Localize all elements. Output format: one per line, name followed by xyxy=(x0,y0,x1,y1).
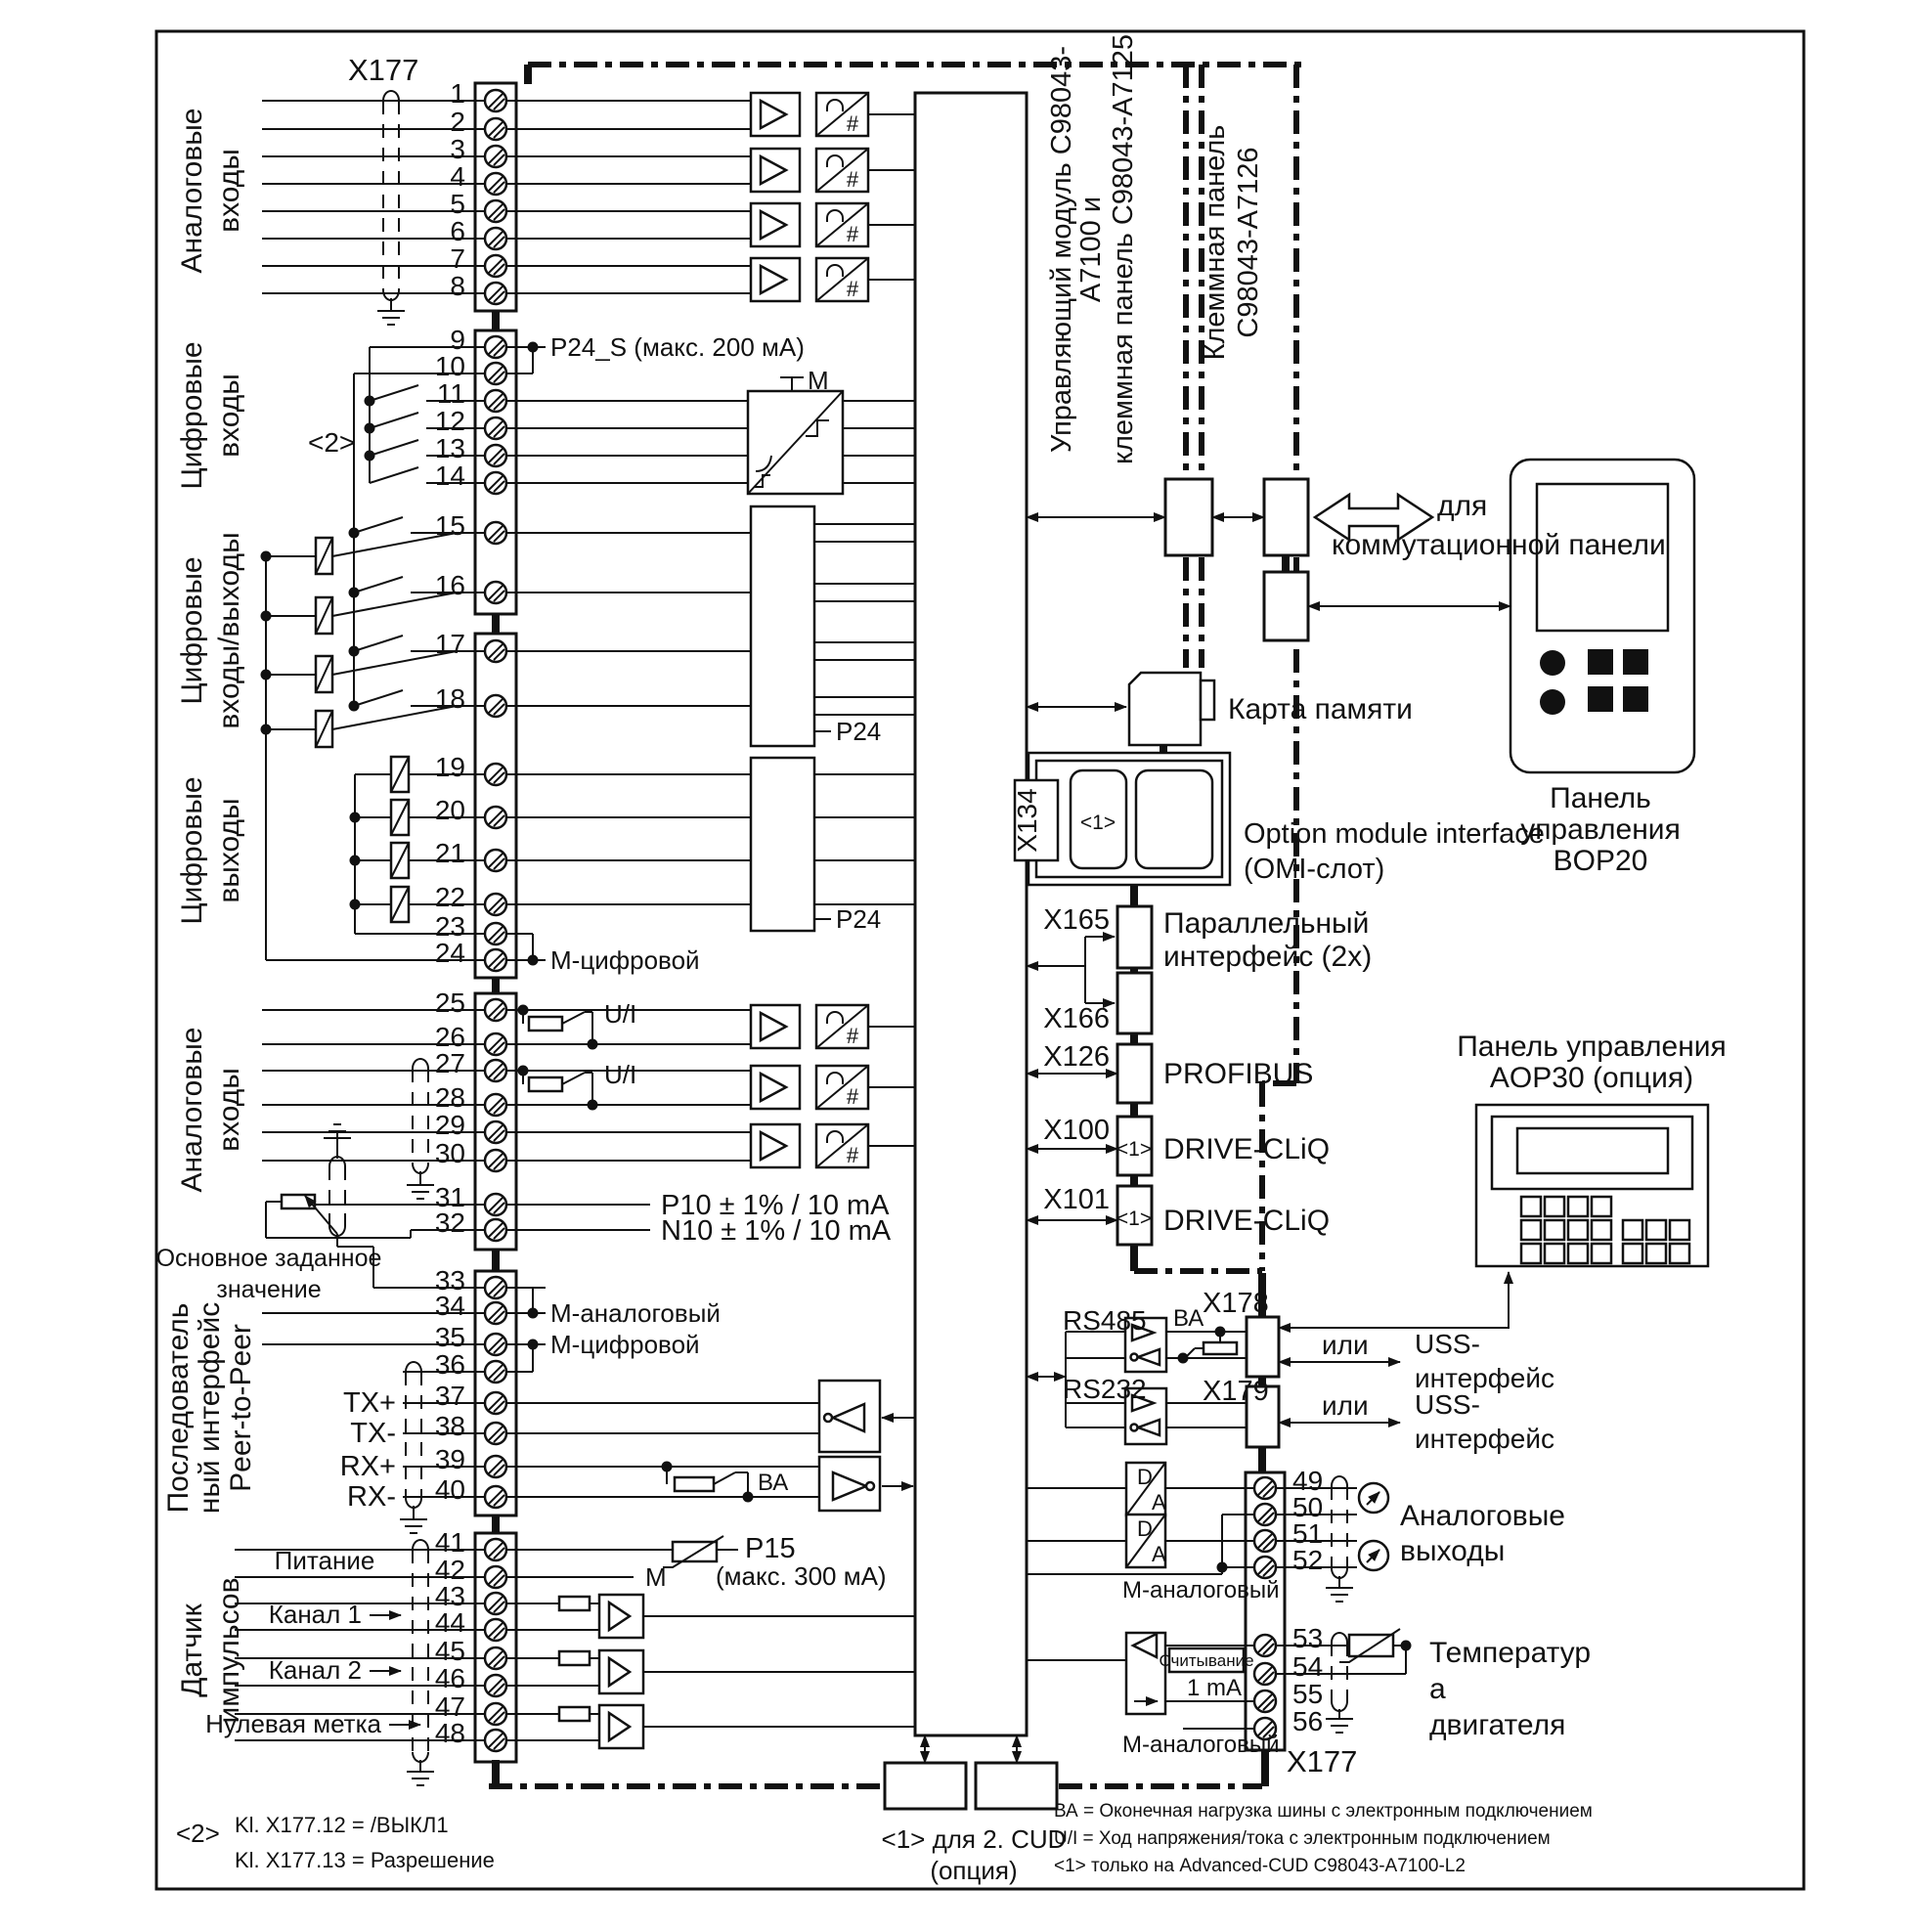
group-label: Последователь xyxy=(162,1302,195,1514)
terminal-number: 45 xyxy=(434,1636,465,1666)
terminal-number: 54 xyxy=(1292,1651,1324,1682)
terminal-number: 12 xyxy=(434,406,465,436)
ba-label: ВА xyxy=(758,1470,789,1496)
motor-temp-label-3: двигателя xyxy=(1429,1709,1566,1741)
terminal-number: 35 xyxy=(434,1322,465,1352)
or2-label: или xyxy=(1322,1390,1369,1421)
tx-buffer-icon xyxy=(819,1381,880,1452)
module-label-2: A7100 и xyxy=(1075,196,1107,303)
x134-label: X134 xyxy=(1012,788,1042,853)
group-label: входы/выходы xyxy=(213,532,245,729)
setpoint-label-2: значение xyxy=(216,1276,322,1303)
cud2-box-1 xyxy=(885,1763,966,1809)
p24s-label: P24_S (макс. 200 мА) xyxy=(550,332,805,362)
ad-hash: # xyxy=(846,167,859,192)
x177-top-label: X177 xyxy=(348,53,419,87)
terminal-number: 51 xyxy=(1292,1518,1324,1549)
m-analog-label: М-аналоговый xyxy=(550,1298,721,1328)
p15-thermistor-icon xyxy=(663,1536,723,1567)
bop20-label-2: управления xyxy=(1520,813,1681,846)
analog-out-label-2: выходы xyxy=(1400,1535,1506,1567)
terminal-number: 5 xyxy=(450,189,465,219)
m-digital2-label: М-цифровой xyxy=(550,1330,700,1359)
terminal-number: 15 xyxy=(434,510,465,541)
terminal-number: 46 xyxy=(434,1663,465,1693)
terminal-number: 14 xyxy=(434,461,465,491)
terminal-number: 36 xyxy=(434,1349,465,1380)
group-label: Peer-to-Peer xyxy=(225,1324,257,1492)
terminal-number: 27 xyxy=(434,1048,465,1078)
x100-label: X100 xyxy=(1043,1115,1110,1146)
omi-label-1: Option module interface xyxy=(1244,818,1545,850)
terminal-number: 48 xyxy=(434,1718,465,1748)
supply-label: Питание xyxy=(274,1546,375,1575)
rxp-label: RX+ xyxy=(339,1451,396,1482)
terminal-number: 9 xyxy=(450,325,465,355)
uss2-label-1: USS- xyxy=(1415,1389,1480,1420)
terminal-number: 23 xyxy=(434,911,465,942)
uss1-label-2: интерфейс xyxy=(1415,1363,1555,1393)
module-label-1: Управляющий модуль C98043- xyxy=(1046,45,1077,454)
p15-max-label: (макс. 300 мА) xyxy=(716,1561,887,1591)
interface-box-a xyxy=(1165,479,1212,555)
terminal-number: 42 xyxy=(434,1555,465,1585)
terminal-number: 41 xyxy=(434,1527,465,1558)
terminal-number: 4 xyxy=(450,161,465,192)
p10-label: P10 ± 1% / 10 mA xyxy=(661,1190,890,1221)
omi-slot xyxy=(1015,753,1230,885)
ba2-label: ВА xyxy=(1173,1305,1204,1332)
aop30-label-2: AOP30 (опция) xyxy=(1489,1062,1694,1094)
terminal-number: 30 xyxy=(434,1138,465,1168)
terminal-number: 25 xyxy=(434,988,465,1018)
footnote2-line1: Kl. X177.12 = /ВЫКЛ1 xyxy=(235,1813,449,1837)
m-digital-label: М-цифровой xyxy=(550,945,700,975)
uss1-label-1: USS- xyxy=(1415,1329,1480,1359)
motor-temp-label-1: Температур xyxy=(1429,1637,1592,1669)
terminal-number: 40 xyxy=(434,1474,465,1505)
or1-label: или xyxy=(1322,1330,1369,1360)
group-label: импульсов xyxy=(213,1577,245,1724)
x101-label: X101 xyxy=(1043,1184,1110,1215)
interface-box-c xyxy=(1264,572,1308,640)
p24-out-label: P24 xyxy=(836,904,882,934)
aop30-panel-icon xyxy=(1476,1105,1708,1266)
m-analog-out-2: М-аналоговый xyxy=(1122,1732,1280,1758)
rs232-label: RS232 xyxy=(1063,1374,1147,1404)
terminal-number: 52 xyxy=(1292,1545,1324,1575)
terminal-number: 19 xyxy=(434,752,465,782)
group-label: Аналоговые xyxy=(176,108,208,274)
group-label: выходы xyxy=(213,798,245,903)
one-ma-label: 1 mA xyxy=(1187,1675,1243,1701)
terminal-number: 39 xyxy=(434,1444,465,1474)
x165-label: X165 xyxy=(1043,904,1110,936)
group-label: ный интерфейс xyxy=(194,1301,226,1515)
x177-bottom-label: X177 xyxy=(1287,1744,1358,1778)
uss2-label-2: интерфейс xyxy=(1415,1424,1555,1454)
terminal-number: 50 xyxy=(1292,1492,1324,1522)
txm-label: TX- xyxy=(350,1418,396,1449)
terminal-panel-label-1: Клеммная панель xyxy=(1200,124,1231,361)
advanced-cud-note: <1> только на Advanced-CUD C98043-A7100-L2 xyxy=(1054,1856,1466,1876)
temp-sense-amp-icon xyxy=(1126,1633,1165,1714)
terminal-panel-label-2: C98043-A7126 xyxy=(1233,147,1264,338)
bop20-panel-icon xyxy=(1510,460,1694,772)
x101-mark: <1> xyxy=(1116,1208,1153,1230)
terminal-number: 31 xyxy=(434,1182,465,1212)
terminal-number: 6 xyxy=(450,216,465,246)
profibus-label: PROFIBUS xyxy=(1163,1058,1314,1090)
motor-thermistor-icon xyxy=(1339,1629,1400,1662)
m-analog-out-1: М-аналоговый xyxy=(1122,1577,1280,1603)
channel1-label: Канал 1 xyxy=(268,1600,362,1629)
m-ground-top: M xyxy=(808,366,829,395)
terminal-number: 38 xyxy=(434,1411,465,1441)
ad-hash: # xyxy=(846,1024,859,1048)
ad-hash: # xyxy=(846,277,859,301)
group-label: входы xyxy=(213,1068,245,1152)
analog-out-label-1: Аналоговые xyxy=(1400,1500,1565,1532)
group-label: входы xyxy=(213,373,245,458)
memcard-label: Карта памяти xyxy=(1228,693,1413,725)
terminal-number: 49 xyxy=(1292,1466,1324,1496)
motor-temp-label-2: а xyxy=(1429,1673,1446,1705)
da2-a: A xyxy=(1152,1542,1166,1566)
footnote2-line2: Kl. X177.13 = Разрешение xyxy=(235,1848,495,1872)
terminal-number: 3 xyxy=(450,134,465,164)
x126-box xyxy=(1117,1044,1152,1103)
x100-mark: <1> xyxy=(1116,1138,1153,1161)
n10-label: N10 ± 1% / 10 mA xyxy=(661,1215,892,1247)
memory-card-icon xyxy=(1129,673,1214,745)
da1-a: A xyxy=(1152,1490,1166,1515)
terminal-number: 24 xyxy=(434,938,465,968)
terminal-number: 11 xyxy=(436,378,465,409)
parallel-label-2: интерфейс (2x) xyxy=(1163,941,1373,973)
terminal-number: 26 xyxy=(434,1022,465,1052)
terminal-number: 44 xyxy=(434,1607,465,1638)
group-label: Аналоговые xyxy=(176,1027,208,1193)
terminal-number: 17 xyxy=(434,629,465,659)
x126-label: X126 xyxy=(1043,1041,1110,1073)
x166-label: X166 xyxy=(1043,1003,1110,1034)
terminal-number: 28 xyxy=(434,1082,465,1113)
rxm-label: RX- xyxy=(347,1481,396,1513)
terminal-number: 56 xyxy=(1292,1706,1324,1736)
rx-buffer-icon xyxy=(819,1457,880,1511)
terminal-number: 33 xyxy=(434,1265,465,1295)
p24-io-label: P24 xyxy=(836,717,882,746)
cud-note-line2: (опция) xyxy=(930,1856,1018,1885)
digital-io-driver-box xyxy=(751,506,814,746)
terminal-number: 7 xyxy=(450,243,465,274)
terminal-number: 21 xyxy=(434,838,465,868)
terminal-number: 22 xyxy=(434,882,465,912)
analog-meter-icons xyxy=(1359,1483,1388,1570)
omi-slot-mark: <1> xyxy=(1079,812,1116,834)
group-label: Цифровые xyxy=(176,556,208,705)
drive-cliq-2-label: DRIVE-CLiQ xyxy=(1163,1205,1331,1237)
m-ground-encoder: M xyxy=(645,1562,667,1592)
ad-hash: # xyxy=(846,111,859,136)
group-label: Датчик xyxy=(176,1603,208,1697)
bop20-label-3: BOP20 xyxy=(1553,845,1648,877)
group-label: Цифровые xyxy=(176,776,208,925)
ba-note: ВА = Оконечная нагрузка шины с электронным подключением xyxy=(1054,1801,1593,1822)
omi-label-2: (OMI-слот) xyxy=(1244,854,1385,885)
ui1-label: U/I xyxy=(604,999,637,1029)
terminal-number: 34 xyxy=(434,1291,465,1321)
terminal-number: 37 xyxy=(434,1381,465,1411)
zero-mark-label: Нулевая метка xyxy=(205,1709,381,1738)
ad-hash: # xyxy=(846,1143,859,1167)
ui-note: U/I = Ход напряжения/тока с электронным подключением xyxy=(1054,1828,1551,1849)
terminal-number: 13 xyxy=(434,433,465,463)
rs485-label: RS485 xyxy=(1063,1305,1147,1336)
terminal-number: 32 xyxy=(434,1208,465,1238)
ad-hash: # xyxy=(846,222,859,246)
da1-d: D xyxy=(1137,1465,1153,1489)
terminal-number: 16 xyxy=(434,570,465,600)
terminal-number: 10 xyxy=(434,351,465,381)
terminal-number: 18 xyxy=(434,683,465,714)
terminal-number: 8 xyxy=(450,271,465,301)
terminal-number: 55 xyxy=(1292,1679,1324,1709)
module-label-3: клеммная панель C98043-A7125 xyxy=(1108,33,1139,465)
ui2-label: U/I xyxy=(604,1060,637,1089)
x178-box xyxy=(1247,1317,1279,1377)
x166-box xyxy=(1117,973,1152,1033)
bop20-label-1: Панель xyxy=(1550,782,1651,814)
channel2-label: Канал 2 xyxy=(268,1655,362,1685)
terminal-number: 43 xyxy=(434,1581,465,1611)
footnote2-mark: <2> xyxy=(176,1819,220,1848)
digital-output-driver-box xyxy=(751,758,814,931)
terminal-number: 29 xyxy=(434,1110,465,1140)
terminal-number: 1 xyxy=(450,78,465,109)
parallel-label-1: Параллельный xyxy=(1163,907,1370,940)
cud-note-line1: <1> для 2. CUD xyxy=(881,1824,1067,1854)
reading-label: Считывание xyxy=(1159,1651,1254,1670)
group-label: Цифровые xyxy=(176,341,208,490)
setpoint-label-1: Основное заданное xyxy=(155,1245,382,1272)
drive-cliq-1-label: DRIVE-CLiQ xyxy=(1163,1133,1331,1165)
txp-label: TX+ xyxy=(343,1387,396,1419)
x165-box xyxy=(1117,906,1152,968)
group-label: входы xyxy=(213,149,245,233)
x178-label: X178 xyxy=(1203,1288,1269,1319)
p15-label: P15 xyxy=(745,1533,796,1564)
switch-panel-label-2: коммутационной панели xyxy=(1332,529,1666,561)
terminal-number: 20 xyxy=(434,795,465,825)
da2-d: D xyxy=(1137,1516,1153,1541)
ad-hash: # xyxy=(846,1084,859,1109)
switch-panel-label-1: для xyxy=(1437,490,1488,522)
note2-mark: <2> xyxy=(308,427,356,458)
terminal-number: 2 xyxy=(450,107,465,137)
main-control-block xyxy=(915,93,1027,1735)
x179-label: X179 xyxy=(1203,1376,1269,1407)
cud2-box-2 xyxy=(976,1763,1057,1809)
aop30-label-1: Панель управления xyxy=(1457,1031,1727,1063)
terminal-number: 53 xyxy=(1292,1623,1324,1653)
terminal-number: 47 xyxy=(434,1691,465,1722)
interface-box-b xyxy=(1264,479,1308,555)
